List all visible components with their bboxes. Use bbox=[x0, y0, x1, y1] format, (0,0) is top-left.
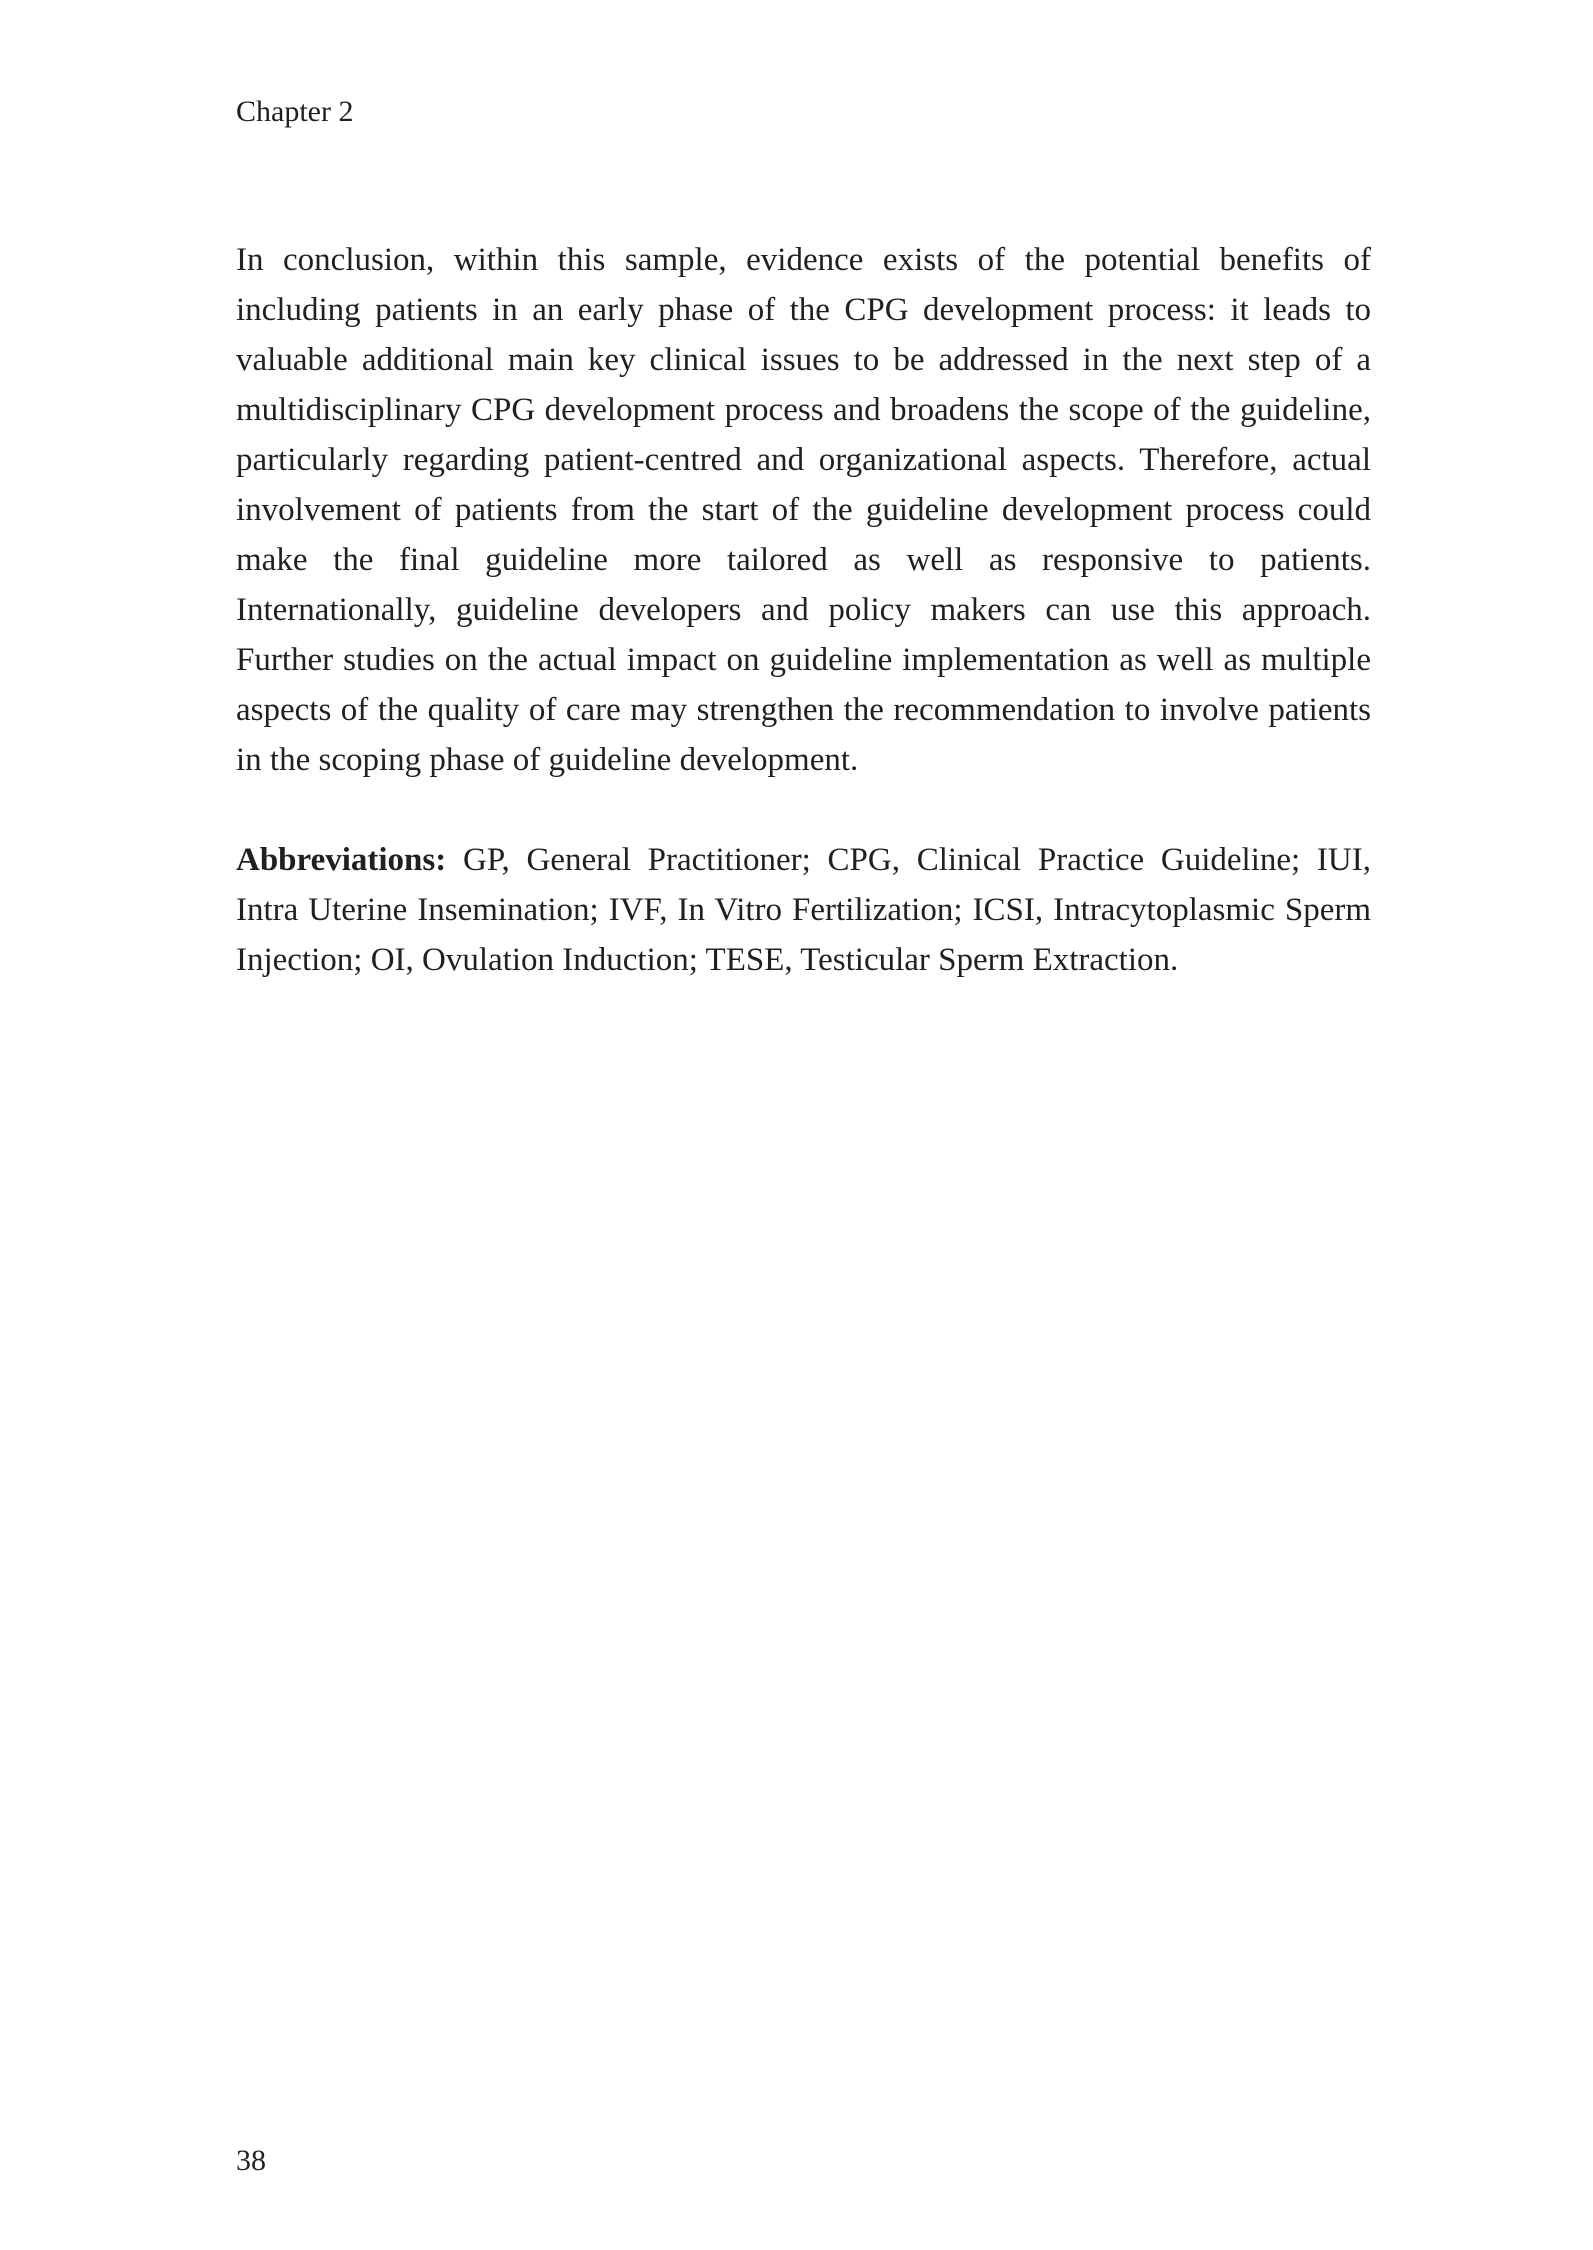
page-number: 38 bbox=[236, 2144, 266, 2177]
abbreviations-text: GP, General Practitioner; CPG, Clinical Practice Guideline; IUI, Intra Uterine Insemination; IVF, In Vitro Fertilization; ICSI, Intracytoplasmic Sperm Injection; OI, Ovulation Induction; TESE, Testicular Sperm Extraction. bbox=[236, 842, 1371, 978]
conclusion-paragraph: In conclusion, within this sample, evidence exists of the potential benefits of including patients in an early phase of the CPG development process: it leads to valuable additional main key clinical issues to be addressed in the next step of a multidisciplinary CPG development process and broadens the scope of the guideline, particularly regarding patient-centred and organizational aspects. Therefore, actual involvement of patients from the start of the guideline development process could make the final guideline more tailored as well as responsive to patients. Internationally, guideline developers and policy makers can use this approach. Further studies on the actual impact on guideline implementation as well as multiple aspects of the quality of care may strengthen the recommendation to involve patients in the scoping phase of guideline development. bbox=[236, 242, 1371, 778]
abbreviations-label: Abbreviations: bbox=[236, 842, 447, 878]
page-content bbox=[236, 235, 1371, 985]
running-header: Chapter 2 bbox=[236, 95, 354, 128]
abbreviations-paragraph bbox=[236, 835, 1371, 985]
